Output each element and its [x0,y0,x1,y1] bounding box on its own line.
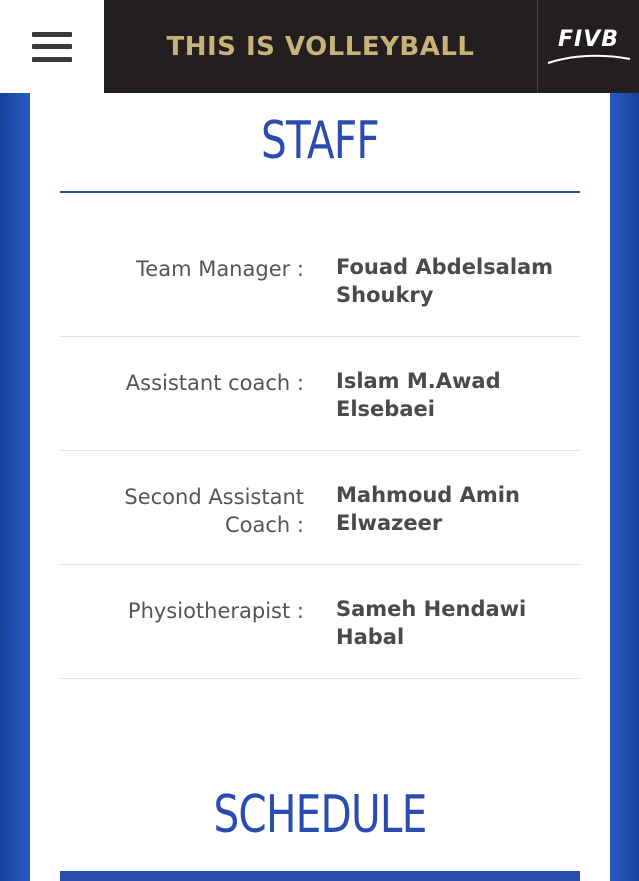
staff-row [60,223,580,337]
fivb-logo[interactable] [538,0,639,93]
staff-role: Second Assistant Coach : [124,485,304,537]
schedule-section-title: SCHEDULE [213,785,427,845]
schedule-title-underline [60,871,580,881]
content-card [30,93,610,881]
staff-row [60,451,580,565]
staff-name: Islam M.Awad Elsebaei [336,369,501,421]
staff-name: Fouad Abdelsalam Shoukry [336,255,554,307]
staff-title-underline [60,191,580,193]
hamburger-menu-icon [32,32,72,62]
staff-role: Assistant coach : [125,371,304,395]
staff-role: Physiotherapist : [127,599,304,623]
staff-row [60,565,580,679]
staff-role: Team Manager : [136,257,304,281]
menu-button[interactable] [0,0,104,93]
staff-section-title: STAFF [261,111,379,171]
staff-row [60,337,580,451]
fivb-logo-text: FIVB [557,26,619,52]
fivb-swoosh-icon [546,53,632,65]
brand-title[interactable]: THIS IS VOLLEYBALL [166,31,475,62]
top-bar [0,0,639,93]
staff-name: Mahmoud Amin Elwazeer [336,483,520,535]
staff-name: Sameh Hendawi Habal [336,597,527,649]
